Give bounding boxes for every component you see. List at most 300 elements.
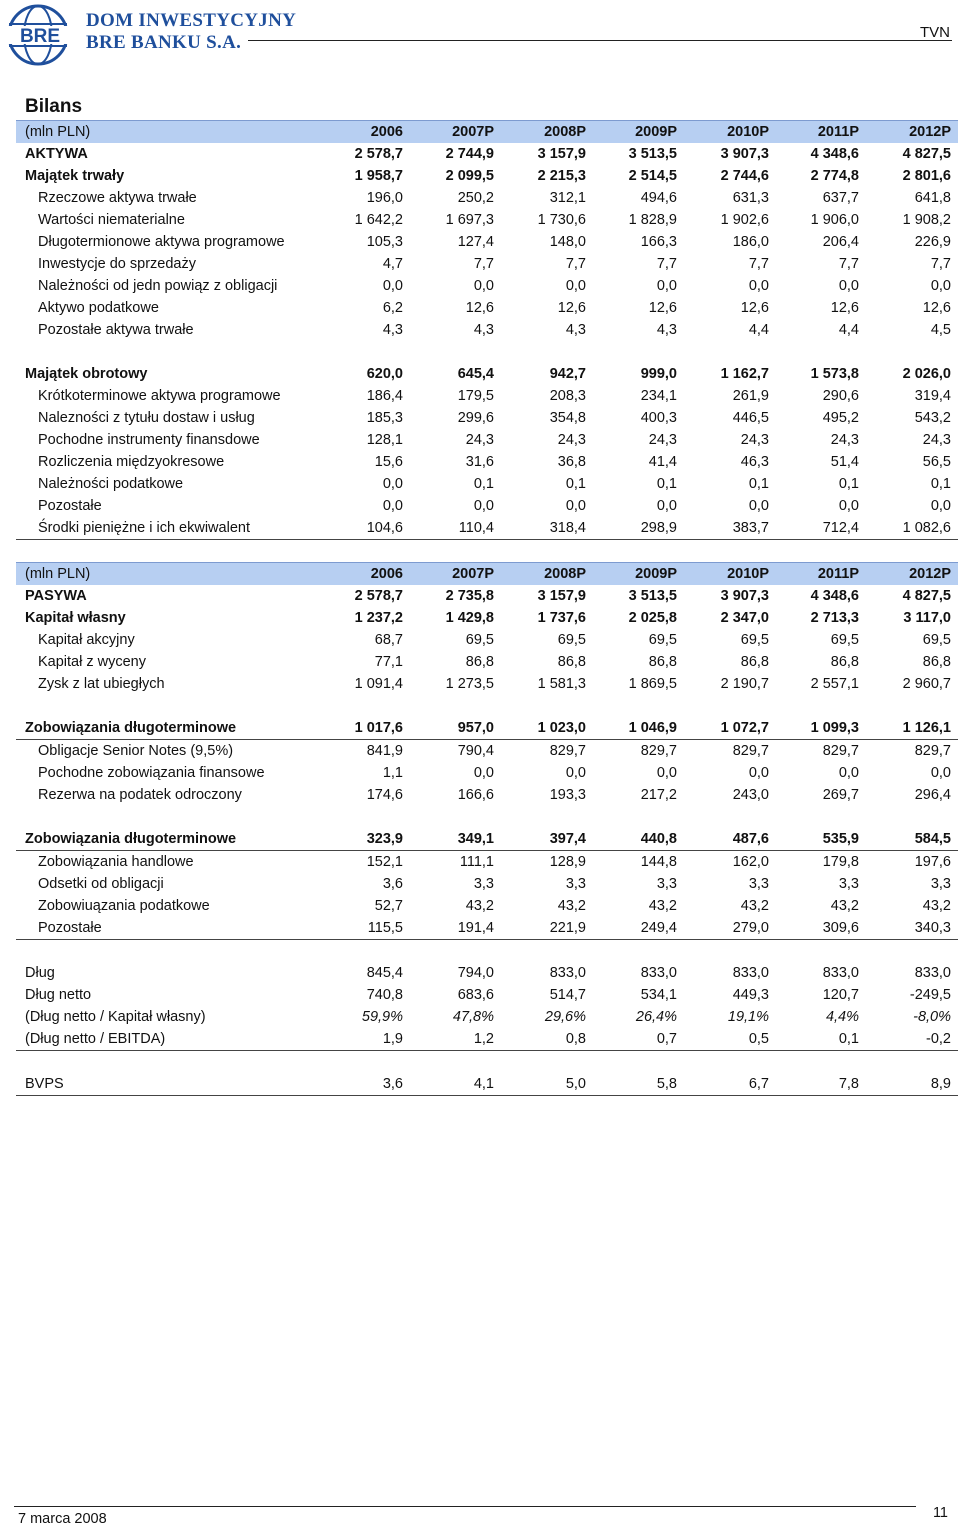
cell-value: 4 348,6 (810, 588, 859, 604)
cell-value: 69,5 (830, 632, 859, 648)
table-row (16, 209, 958, 231)
cell-value: 41,4 (648, 454, 677, 470)
table-row (16, 495, 958, 517)
cell-value: 2 099,5 (445, 168, 494, 184)
cell-value: 999,0 (640, 366, 677, 382)
cell-value: 43,2 (830, 898, 859, 914)
cell-value: 1 082,6 (902, 520, 951, 536)
table-row (16, 143, 958, 165)
row-label: Aktywo podatkowe (38, 300, 159, 316)
cell-value: 250,2 (457, 190, 494, 206)
cell-value: 2 578,7 (354, 146, 403, 162)
column-header: 2008P (544, 566, 586, 582)
cell-value: 110,4 (458, 520, 494, 536)
cell-value: 0,8 (565, 1031, 586, 1047)
cell-value: 2 578,7 (354, 588, 403, 604)
cell-value: 2 774,8 (810, 168, 859, 184)
cell-value: 4,3 (382, 322, 403, 338)
column-header: 2009P (635, 124, 677, 140)
cell-value: 221,9 (549, 920, 586, 936)
table-row (16, 651, 958, 673)
cell-value: 740,8 (366, 987, 403, 1003)
cell-value: 174,6 (366, 787, 403, 803)
cell-value: 833,0 (640, 965, 677, 981)
cell-value: 397,4 (549, 831, 586, 847)
unit-label: (mln PLN) (25, 566, 91, 582)
cell-value: 829,7 (914, 743, 951, 759)
spacer (16, 540, 958, 562)
table-row (16, 319, 958, 341)
column-header: 2009P (635, 566, 677, 582)
cell-value: 354,8 (549, 410, 586, 426)
cell-value: 86,8 (922, 654, 951, 670)
cell-value: 47,8% (452, 1009, 494, 1025)
cell-value: 152,1 (366, 854, 403, 870)
cell-value: 46,3 (740, 454, 769, 470)
table-row (16, 451, 958, 473)
cell-value: 0,0 (473, 278, 494, 294)
table-row (16, 429, 958, 451)
cell-value: 0,5 (748, 1031, 769, 1047)
cell-value: 86,8 (830, 654, 859, 670)
cell-value: 166,3 (640, 234, 677, 250)
cell-value: 86,8 (740, 654, 769, 670)
cell-value: 24,3 (465, 432, 494, 448)
cell-value: 12,6 (922, 300, 951, 316)
row-label: Zobowiązania handlowe (38, 854, 194, 870)
row-label: Wartości niematerialne (38, 212, 185, 228)
table-row (16, 629, 958, 651)
cell-value: 52,7 (374, 898, 403, 914)
cell-value: 43,2 (557, 898, 586, 914)
cell-value: 1 902,6 (720, 212, 769, 228)
cell-value: 494,6 (640, 190, 677, 206)
cell-value: 0,0 (656, 765, 677, 781)
cell-value: 0,1 (565, 476, 586, 492)
cell-value: 128,1 (366, 432, 403, 448)
cell-value: 56,5 (922, 454, 951, 470)
row-label: Zysk z lat ubiegłych (38, 676, 165, 692)
cell-value: 3,3 (565, 876, 586, 892)
cell-value: 206,4 (822, 234, 859, 250)
cell-value: 833,0 (822, 965, 859, 981)
cell-value: 4,5 (930, 322, 951, 338)
cell-value: 12,6 (465, 300, 494, 316)
cell-value: 1 581,3 (537, 676, 586, 692)
row-label: Dług (25, 965, 55, 981)
row-label: Kapitał z wyceny (38, 654, 146, 670)
cell-value: 7,7 (838, 256, 859, 272)
cell-value: 2 735,8 (445, 588, 494, 604)
cell-value: 2 713,3 (810, 610, 859, 626)
cell-value: 86,8 (557, 654, 586, 670)
cell-value: 535,9 (822, 831, 859, 847)
cell-value: 8,9 (930, 1076, 951, 1092)
cell-value: 790,4 (457, 743, 494, 759)
row-label: (Dług netto / Kapitał własny) (25, 1009, 206, 1025)
cell-value: 3,3 (748, 876, 769, 892)
cell-value: 312,1 (549, 190, 586, 206)
cell-value: 2 801,6 (902, 168, 951, 184)
cell-value: 43,2 (648, 898, 677, 914)
cell-value: 1 958,7 (354, 168, 403, 184)
cell-value: 1 046,9 (628, 720, 677, 736)
cell-value: 829,7 (822, 743, 859, 759)
cell-value: 127,4 (457, 234, 494, 250)
cell-value: 0,0 (838, 765, 859, 781)
column-header: 2010P (727, 566, 769, 582)
cell-value: 296,4 (914, 787, 951, 803)
cell-value: 19,1% (727, 1009, 769, 1025)
row-label: Zobowiązania długoterminowe (25, 831, 237, 847)
cell-value: 269,7 (822, 787, 859, 803)
cell-value: 3 157,9 (537, 146, 586, 162)
cell-value: 383,7 (732, 520, 769, 536)
row-label: Rezerwa na podatek odroczony (38, 787, 242, 803)
cell-value: 645,4 (457, 366, 494, 382)
cell-value: 3 117,0 (903, 610, 951, 626)
table-row (16, 984, 958, 1006)
cell-value: 309,6 (822, 920, 859, 936)
row-label: PASYWA (25, 588, 87, 604)
cell-value: 3 907,3 (720, 588, 769, 604)
cell-value: 1 573,8 (810, 366, 859, 382)
cell-value: 0,0 (748, 498, 769, 514)
cell-value: 2 744,9 (445, 146, 494, 162)
cell-value: 2 557,1 (810, 676, 859, 692)
cell-value: -249,5 (909, 987, 951, 1003)
cell-value: 148,0 (549, 234, 586, 250)
cell-value: 1 162,7 (720, 366, 769, 382)
row-label: Długotermionowe aktywa programowe (38, 234, 285, 250)
cell-value: 166,6 (457, 787, 494, 803)
cell-value: 4,1 (473, 1076, 494, 1092)
table-row (16, 762, 958, 784)
spacer (16, 1051, 958, 1073)
table-row (16, 585, 958, 607)
unit-label: (mln PLN) (25, 124, 91, 140)
cell-value: 105,3 (366, 234, 403, 250)
cell-value: 833,0 (914, 965, 951, 981)
column-header: 2007P (452, 124, 494, 140)
cell-value: 0,1 (473, 476, 494, 492)
table-row (16, 740, 958, 762)
cell-value: 29,6% (544, 1009, 586, 1025)
cell-value: 69,5 (648, 632, 677, 648)
cell-value: 7,7 (656, 256, 677, 272)
cell-value: 829,7 (549, 743, 586, 759)
row-label: Kapitał akcyjny (38, 632, 135, 648)
cell-value: 191,4 (457, 920, 494, 936)
table-row (16, 275, 958, 297)
cell-value: 69,5 (557, 632, 586, 648)
cell-value: 1 099,3 (810, 720, 859, 736)
cell-value: 3,3 (473, 876, 494, 892)
cell-value: 2 215,3 (537, 168, 586, 184)
cell-value: 957,0 (457, 720, 494, 736)
cell-value: 299,6 (457, 410, 494, 426)
spacer (16, 341, 958, 363)
column-header: 2012P (909, 566, 951, 582)
cell-value: 43,2 (740, 898, 769, 914)
column-header: 2012P (909, 124, 951, 140)
cell-value: 36,8 (557, 454, 586, 470)
row-label: Pochodne zobowiązania finansowe (38, 765, 265, 781)
footer-divider (14, 1506, 916, 1507)
ticker-symbol: TVN (920, 24, 950, 41)
cell-value: 193,3 (549, 787, 586, 803)
cell-value: 0,0 (930, 498, 951, 514)
cell-value: 1 273,5 (445, 676, 494, 692)
cell-value: 3 513,5 (628, 146, 677, 162)
column-header: 2011P (817, 566, 859, 582)
table-row (16, 784, 958, 806)
column-header: 2006 (370, 124, 403, 140)
cell-value: 0,0 (382, 476, 403, 492)
balance-sheet-table (16, 120, 958, 1096)
table-row (16, 473, 958, 495)
cell-value: 829,7 (640, 743, 677, 759)
cell-value: 3,6 (382, 1076, 403, 1092)
brand-line-1: DOM INWESTYCYJNY (86, 10, 297, 31)
table-row (16, 851, 958, 873)
cell-value: 12,6 (557, 300, 586, 316)
cell-value: 120,7 (822, 987, 859, 1003)
cell-value: 340,3 (914, 920, 951, 936)
row-label: Krótkoterminowe aktywa programowe (38, 388, 281, 404)
cell-value: 162,0 (732, 854, 769, 870)
cell-value: 59,9% (361, 1009, 403, 1025)
cell-value: 86,8 (648, 654, 677, 670)
cell-value: 3 157,9 (537, 588, 586, 604)
cell-value: 449,3 (732, 987, 769, 1003)
cell-value: 1,9 (382, 1031, 403, 1047)
cell-value: 0,0 (382, 498, 403, 514)
cell-value: 841,9 (366, 743, 403, 759)
cell-value: 24,3 (557, 432, 586, 448)
cell-value: 0,0 (565, 765, 586, 781)
cell-value: 2 744,6 (720, 168, 769, 184)
cell-value: 4,4% (825, 1009, 859, 1025)
cell-value: 7,7 (930, 256, 951, 272)
row-label: Należności podatkowe (38, 476, 184, 492)
cell-value: 0,0 (382, 278, 403, 294)
cell-value: 69,5 (922, 632, 951, 648)
spacer (16, 695, 958, 717)
cell-value: 0,1 (656, 476, 677, 492)
cell-value: 1 737,6 (537, 610, 586, 626)
row-label: Zobowiuązania podatkowe (38, 898, 210, 914)
cell-value: 5,8 (656, 1076, 677, 1092)
column-header: 2008P (544, 124, 586, 140)
cell-value: 3 907,3 (720, 146, 769, 162)
table-row (16, 165, 958, 187)
cell-value: 1 697,3 (445, 212, 494, 228)
cell-value: 1 017,6 (354, 720, 403, 736)
table-row (16, 1073, 958, 1096)
cell-value: 7,8 (838, 1076, 859, 1092)
spacer (16, 806, 958, 828)
cell-value: 0,1 (930, 476, 951, 492)
cell-value: 43,2 (465, 898, 494, 914)
cell-value: 4,3 (473, 322, 494, 338)
cell-value: 1 908,2 (902, 212, 951, 228)
row-label: Kapitał własny (25, 610, 126, 626)
cell-value: 12,6 (740, 300, 769, 316)
cell-value: 24,3 (648, 432, 677, 448)
header-divider (248, 40, 952, 41)
cell-value: 115,5 (367, 920, 403, 936)
cell-value: 495,2 (822, 410, 859, 426)
cell-value: 51,4 (830, 454, 859, 470)
cell-value: 0,1 (838, 1031, 859, 1047)
cell-value: 0,0 (748, 765, 769, 781)
cell-value: 234,1 (640, 388, 677, 404)
cell-value: 6,7 (748, 1076, 769, 1092)
cell-value: 942,7 (549, 366, 586, 382)
cell-value: 77,1 (374, 654, 403, 670)
cell-value: 249,4 (640, 920, 677, 936)
cell-value: 6,2 (382, 300, 403, 316)
cell-value: 179,5 (457, 388, 494, 404)
cell-value: 15,6 (374, 454, 403, 470)
table-row (16, 1006, 958, 1028)
row-label: Nalezności z tytułu dostaw i usług (38, 410, 255, 426)
cell-value: 0,0 (838, 498, 859, 514)
cell-value: 2 347,0 (720, 610, 769, 626)
cell-value: 323,9 (366, 831, 403, 847)
cell-value: 0,0 (930, 278, 951, 294)
cell-value: 584,5 (914, 831, 951, 847)
footer-date: 7 marca 2008 (18, 1511, 107, 1527)
cell-value: 400,3 (640, 410, 677, 426)
cell-value: 24,3 (922, 432, 951, 448)
cell-value: 637,7 (822, 190, 859, 206)
cell-value: 1 642,2 (354, 212, 403, 228)
cell-value: 4 348,6 (810, 146, 859, 162)
cell-value: 833,0 (732, 965, 769, 981)
cell-value: 0,0 (565, 498, 586, 514)
cell-value: 4,7 (382, 256, 403, 272)
cell-value: 69,5 (465, 632, 494, 648)
cell-value: 319,4 (914, 388, 951, 404)
cell-value: 641,8 (914, 190, 951, 206)
column-header: 2007P (452, 566, 494, 582)
cell-value: 1 072,7 (720, 720, 769, 736)
column-header: 2011P (817, 124, 859, 140)
cell-value: 12,6 (830, 300, 859, 316)
cell-value: 144,8 (640, 854, 677, 870)
cell-value: 208,3 (549, 388, 586, 404)
table-row (16, 407, 958, 429)
cell-value: 3,3 (656, 876, 677, 892)
cell-value: 290,6 (822, 388, 859, 404)
column-header: 2010P (727, 124, 769, 140)
cell-value: 3,3 (838, 876, 859, 892)
cell-value: 4,4 (748, 322, 769, 338)
cell-value: 2 514,5 (628, 168, 677, 184)
cell-value: 1,1 (382, 765, 403, 781)
cell-value: 446,5 (732, 410, 769, 426)
cell-value: 0,1 (748, 476, 769, 492)
cell-value: 7,7 (748, 256, 769, 272)
table-row (16, 187, 958, 209)
cell-value: 631,3 (732, 190, 769, 206)
logo-text: BRE (19, 26, 61, 47)
cell-value: 318,4 (549, 520, 586, 536)
cell-value: 12,6 (648, 300, 677, 316)
row-label: Obligacje Senior Notes (9,5%) (38, 743, 234, 759)
cell-value: 712,4 (822, 520, 859, 536)
cell-value: 794,0 (457, 965, 494, 981)
row-label: Pozostałe (38, 498, 102, 514)
table-row (16, 917, 958, 940)
cell-value: 24,3 (830, 432, 859, 448)
cell-value: 1 091,4 (354, 676, 403, 692)
table-row (16, 828, 958, 851)
row-label: Środki pieniężne i ich ekwiwalent (38, 520, 250, 536)
cell-value: 1 869,5 (628, 676, 677, 692)
cell-value: 1 237,2 (354, 610, 403, 626)
cell-value: 0,1 (838, 476, 859, 492)
row-label: Zobowiązania długoterminowe (25, 720, 237, 736)
page-number: 11 (932, 1505, 948, 1521)
cell-value: 243,0 (732, 787, 769, 803)
cell-value: 261,9 (732, 388, 769, 404)
cell-value: 845,4 (366, 965, 403, 981)
row-label: BVPS (25, 1076, 64, 1092)
table-row (16, 873, 958, 895)
cell-value: 487,6 (732, 831, 769, 847)
cell-value: 440,8 (640, 831, 677, 847)
cell-value: 683,6 (457, 987, 494, 1003)
table-row (16, 673, 958, 695)
cell-value: 4,3 (656, 322, 677, 338)
cell-value: 196,0 (366, 190, 403, 206)
cell-value: 4,4 (838, 322, 859, 338)
cell-value: 217,2 (640, 787, 677, 803)
cell-value: -8,0% (913, 1009, 951, 1025)
cell-value: 349,1 (457, 831, 494, 847)
cell-value: 2 025,8 (628, 610, 677, 626)
table-header-row (16, 120, 958, 143)
cell-value: 104,6 (366, 520, 403, 536)
cell-value: 0,0 (473, 498, 494, 514)
cell-value: 4 827,5 (902, 146, 951, 162)
cell-value: 2 960,7 (902, 676, 951, 692)
cell-value: 1,2 (473, 1031, 494, 1047)
row-label: Dług netto (25, 987, 92, 1003)
cell-value: 279,0 (732, 920, 769, 936)
row-label: Pozostałe (38, 920, 102, 936)
cell-value: 3,3 (930, 876, 951, 892)
cell-value: 2 190,7 (720, 676, 769, 692)
cell-value: 4,3 (565, 322, 586, 338)
cell-value: 0,0 (565, 278, 586, 294)
cell-value: 3 513,5 (628, 588, 677, 604)
cell-value: 197,6 (914, 854, 951, 870)
table-row (16, 253, 958, 275)
row-label: Rzeczowe aktywa trwałe (38, 190, 197, 206)
cell-value: 0,0 (656, 498, 677, 514)
table-row (16, 717, 958, 740)
table-row (16, 385, 958, 407)
cell-value: 543,2 (914, 410, 951, 426)
table-row (16, 297, 958, 319)
cell-value: 0,0 (930, 765, 951, 781)
row-label: Pozostałe aktywa trwałe (38, 322, 194, 338)
cell-value: 226,9 (914, 234, 951, 250)
